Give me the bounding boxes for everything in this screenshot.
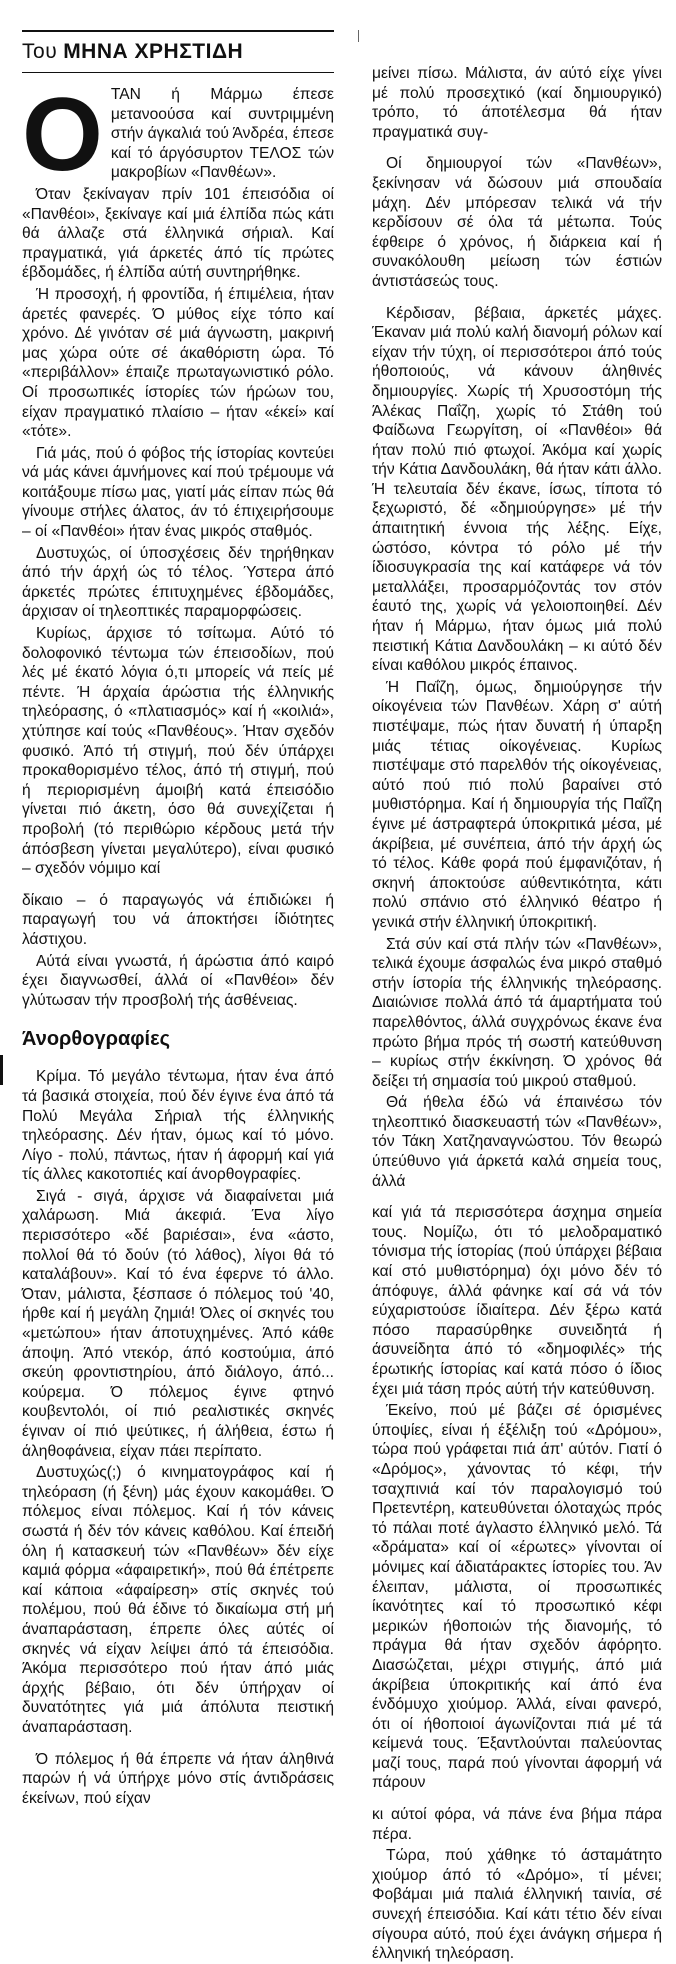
paragraph: Γιά μάς, πού ό φόβος τής ίστορίας κοντεύει νά μάς κάνει άμνήμονες καί πού τρέμουμε νά κοιτάξουμε πίσω μας, γιατί μάς είπαν πώς θά γίνουμε στήλες άλατος, άν τό έπιχειρήσουμε – οί «Πανθέοι» ήταν ένας μικρός σταθμός. [22, 444, 334, 541]
paragraph: Ή Παΐζη, όμως, δημιούργησε τήν οίκογένεια τών Πανθέων. Χάρη σ' αύτή πιστέψαμε, πώς ήταν δυνατή ή ύπαρξη μιάς τέτιας οίκογένειας. Κυρίως πιστέψαμε στό παρελθόν τής οίκογένειας, αύτό πού πιό πολύ βαραίνει στό μυθιστόρημα. Καί ή δημιουργία τής Παΐζη έγινε μέ άστραφτερά ύποκριτικά μέσα, μέ άκρίβεια, μέ συνέπεια, άπό τήν άρχή ώς τό τέλος. Κάθε φορά πού έμφανιζόταν, ή σκηνή άποκτούσε αύθεντικότητα, κάτι πολύ σπάνιο στό έλληνικό θέατρο ή γενικά στήν έλληνική ύποκριτική. [372, 678, 662, 931]
section-heading: Άνορθογραφίες [22, 1028, 170, 1051]
paragraph: Στά σύν καί στά πλήν τών «Πανθέων», τελικά έχουμε άσφαλώς ένα μικρό σταθμό στήν ίστορία τής έλληνικής τηλεόρασης. Διαιώνισε πολλά άπό τά άμαρτήματα τού παρελθόντος, άλλά συγχρόνως έκανε ένα πρώτο βήμα πρός τή σωστή κατεύθυνση – κυρίως στήν έκκίνηση. Ό χρόνος θά δείξει τή σημασία τού μικρού σταθμού. [372, 935, 662, 1090]
byline [22, 30, 334, 73]
column-break [372, 144, 662, 154]
paragraph: Τώρα, πού χάθηκε τό άσταμάτητο χιούμορ άπό τό «Δρόμο», τί μένει; Φοβάμαι μιά παλιά έλληνική ταινία, σέ συνεχή έπεισόδια. Καί κάτι τέτιο δέν είναι σίγουρα αύτό, πού έχει άνάγκη σήμερα ή έλληνική τηλεόραση. [372, 1847, 662, 1963]
byline-prefix: Του [22, 40, 58, 63]
paragraph: Αύτά είναι γνωστά, ή άρώστια άπό καιρό έχει διαγνωσθεί, άλλά οί «Πανθέοι» δέν γλύτωσαν τήν προσβολή τής άσθένειας. [22, 952, 334, 1009]
paragraph: Δυστυχώς(;) ό κινηματογράφος καί ή τηλεόραση (ή ξένη) μάς έχουν κακομάθει. Ό πόλεμος είναι πόλεμος. Καί ή τόν κάνεις σωστά ή δέν τόν κάνεις καθόλου. Καί έπειδή όλη ή κατασκευή τών «Πανθέων» δέν είχε καμιά φόρμα «άφαιρετική», πού θά έπέτρεπε καί κάποια «άφαίρεση» στίς σκηνές τού πολέμου, πού θά έδινε τό δικαίωμα στή μή άναπαράσταση, έπρεπε όλες αύτές οί σκηνές νά είχαν λείψει άπό τά έπεισόδια. Άκόμα περισσότερο πού ήταν άπό μιάς άρχής βέβαιο, ότι δέν ύπήρχαν οί δυνατότητες γιά μιά άπόλυτα πειστική άναπαράσταση. [22, 1464, 334, 1736]
paragraph: Ό πόλεμος ή θά έπρεπε νά ήταν άληθινά παρών ή νά ύπήρχε μόνο στίς άντιδράσεις έκείνων, πού είχαν [22, 1750, 334, 1807]
paragraph: κι αύτοί φόρα, νά πάνε ένα βήμα πάρα πέρα. [372, 1806, 662, 1843]
paragraph: Θά ήθελα έδώ νά έπαινέσω τόν τηλεοπτικό διασκευαστή τών «Πανθέων», τόν Τάκη Χατζηαναγνώστου. Τόν θεωρώ ύπεύθυνο γιά άρκετά καλά σημεία τους, άλλά [372, 1094, 662, 1190]
column-break [22, 1740, 334, 1750]
right-column [372, 64, 662, 1963]
paragraph: Δυστυχώς, οί ύποσχέσεις δέν τηρήθηκαν άπό τήν άρχή ώς τό τέλος. Ύστερα άπό άρκετές πρώτες έπιτυχημένες έβδομάδες, άρχισαν οί τηλεοπτικές παραμορφώσεις. [22, 544, 334, 621]
paragraph: Σιγά - σιγά, άρχισε νά διαφαίνεται μιά χαλάρωση. Μιά άκεφιά. Ένα λίγο περισσότερο «δέ βαριέσαι», ένα «άστο, πολλοί θά τό δούν (τό λάθος), λίγοι θά τό καταλάβουν». Καί τό ένα έφερνε τό άλλο. Όταν, μάλιστα, ξέσπασε ό πόλεμος τού '40, ήρθε καί ή μεγάλη ζημιά! Όλες οί σκηνές του «μετώπου» ήταν άποτυχημένες. Άπό κάθε άποψη. Άπό ντεκόρ, άπό κοστούμια, άπό σκεύη φροντιστηρίου, άπό διάλογο, άπό... κούρεμα. Ό πόλεμος έγινε φτηνό κουβεντολόι, οί πιό ρεαλιστικές σκηνές έγιναν οί πιό ψεύτικες, ή άλήθεια, έστω ή άληθοφάνεια, είχαν πάει περίπατο. [22, 1187, 334, 1460]
column-break [372, 1795, 662, 1805]
margin-mark [0, 1055, 3, 1085]
paragraph: Κέρδισαν, βέβαια, άρκετές μάχες. Έκαναν μιά πολύ καλή διανομή ρόλων καί είχαν τήν τύχη, οί περισσότεροι άπό τούς ήθοποιούς, νά κάνουν άληθινές δημιουργίες. Χωρίς τή Χρυσοστόμη τής Άλέκας Παΐζη, χωρίς τό Στάθη τού Φαίδωνα Γεωργίτση, οί «Πανθέοι» θά ήταν πολύ πιό φτωχοί. Άκόμα καί χωρίς τήν Κάτια Δανδουλάκη, θά ήταν κάτι άλλο. Ή τελευταία δέν έκανε, ίσως, τίποτα τό ξεχωριστό, δέ «δημιούργησε» μέ τήν άπαιτητική έννοια τής λέξης. Είχε, ώστόσο, κόντρα τό ρόλο μέ τήν ίδιοσυγκρασία της καί κατάφερε νά τόν μεταλλάξει, προσαρμόζοντάς τον στόν έαυτό της, χωρίς νά γελοιοποιηθεί. Δέν ήταν ή Μάρμω, ήταν όμως μιά πολύ πειστική Κάτια Δανδουλάκη – κι αύτό δέν είναι καθόλου μικρός έπαινος. [372, 304, 662, 675]
paragraph: Ή προσοχή, ή φροντίδα, ή έπιμέλεια, ήταν άρετές φανερές. Ό μύθος είχε τόπο καί χρόνο. Δέ γινόταν σέ μιά άγνωστη, μακρινή μας χώρα ούτε σέ άκαθόριστη ώρα. Τό «περιβάλλον» έπαιζε πρωταγωνιστικό ρόλο. Οί προσωπικές ίστορίες τών ήρώων του, είχαν πραγματικό πλαίσιο – ήταν «έκεί» καί «τότε». [22, 285, 334, 441]
lead-paragraph-wrap [22, 77, 334, 193]
paragraph: Κυρίως, άρχισε τό τσίτωμα. Αύτό τό δολοφονικό τέντωμα τών έπεισοδίων, πού λές μέ έκατό λόγια ό,τι μπορείς νά πείς μέ πέντε. Ή άρχαία άρώστια τής έλληνικής τηλεόρασης, ό «πλατιασμός» καί ή «κοιλιά», χτύπησε καί τούς «Πανθέους». Ήταν σχεδόν φυσικό. Άπό τή στιγμή, πού δέν ύπάρχει προκαθορισμένο τέλος, άπό τή στιγμή, πού ή περιορισμένη άμοιβή κατά έπεισόδιο γίνεται πιό άκετη, όσο θά συνεχίζεται ή προβολή (τό περιθώριο κέρδους μετά τήν άπόσβεση γίνεται μεγαλύτερο), είναι φυσικό – σχεδόν νόμιμο καί [22, 625, 334, 878]
column-rule [358, 30, 359, 42]
paragraph: δίκαιο – ό παραγωγός νά έπιδιώκει ή παραγωγή του νά άποκτήσει ίδιότητες λάστιχου. [22, 891, 334, 948]
drop-cap: Ο [22, 77, 103, 193]
paragraph: Κρίμα. Τό μεγάλο τέντωμα, ήταν ένα άπό τά βασικά στοιχεία, πού δέν έγινε ένα άπό τά Πολύ Μεγάλα Σήριαλ τής έλληνικής τηλεόρασης. Δέν ήταν, όμως καί τό μόνο. Λίγο - πολύ, πάντως, ήταν ή άφορμή καί γιά τίς άλλες κακοτοπιές καί άνορθογραφίες. [22, 1068, 334, 1184]
lead-paragraph: ΤΑΝ ή Μάρμω έπεσε μετανοούσα καί συντριμμένη στήν άγκαλιά τού Άνδρέα, έπεσε καί τό άργόσυρτον ΤΕΛΟΣ τών μακροβίων «Πανθέων». [110, 86, 334, 182]
paragraph: Όταν ξεκίναγαν πρίν 101 έπεισόδια οί «Πανθέοι», ξεκίναγε καί μιά έλπίδα πώς κάτι θά άλλαζε στά έλληνικά σήριαλ. Καί πραγματικά, γιά άρκετές άπό τίς πρώτες έβδομάδες, ή έλπίδα αύτή συντηρήθηκε. [22, 185, 334, 282]
column-break [22, 881, 334, 891]
paragraph: Οί δημιουργοί τών «Πανθέων», ξεκίνησαν νά δώσουν μιά σπουδαία μάχη. Δέν μπόρεσαν τελικά νά τήν κερδίσουν σέ όλα τά μέτωπα. Τούς έφθειρε ό χρόνος, ή διάρκεια καί ή συνακόλουθη μείωση τών έστιών άντιστάσεώς τους. [372, 155, 662, 290]
byline-author: ΜΗΝΑ ΧΡΗΣΤΙΔΗ [63, 40, 244, 63]
paragraph: καί γιά τά περισσότερα άσχημα σημεία τους. Νομίζω, ότι τό μελοδραματικό τόνισμα τής ίστορίας (πού ύπάρχει βέβαια καί στό μυθιστόρημα) όχι μόνο δέν τό άπόφυγε, άλλά φάνηκε καί σά νά τόν εύχαριστούσε ίδιαίτερα. Δέν ξέρω κατά πόσο παρασύρθηκε συνειδητά ή άσυνείδητα άπό τό «δημοφιλές» τής έρωτικής ίστορίας καί κατά πόσο ό ίδιος έχει μιά τάση πρός αύτή τήν κατεύθυνση. [372, 1204, 662, 1398]
left-column [22, 30, 334, 1910]
column-break [372, 294, 662, 304]
paragraph: Έκείνο, πού μέ βάζει σέ όρισμένες ύποψίες, είναι ή έξέλιξη τού «Δρόμου», τώρα πού γράφεται πιά άπ' αύτόν. Γιατί ό «Δρόμος», χάνοντας τό κέφι, τήν τσαχπινιά καί τόν παραλογισμό τού Πρετεντέρη, κατευθύνεται όλοταχώς πρός τό πάλαι ποτέ άγλαστο έλληνικό μελό. Τά «δράματα» καί οί «έρωτες» γίνονται οί μόνιμες καί άδιατάρακτες ίστορίες του. Άν έλειπαν, μάλιστα, οί προσωπικές ίκανότητες καί τό προσωπικό κέφι μερικών ήθοποιών τής διανομής, τό πράγμα θά ήταν σχεδόν άφόρητο. Διασώζεται, μέχρι στιγμής, άπό μιά άκρίβεια ύποκριτικής καί άπό ένα ένδόμυχο χιούμορ. Άλλά, είναι φανερό, ότι οί ήθοποιοί άγωνίζονται πιά μέ τά κείμενά τους. Έξαντλούνται παλεύοντας μαζί τους, παρά πού γίνονται άφορμή νά πάρουν [372, 1402, 662, 1792]
paragraph: μείνει πίσω. Μάλιστα, άν αύτό είχε γίνει μέ πολύ προσεχτικό (καί δημιουργικό) τρόπο, τό άποτέλεσμα θά ήταν πραγματικά συγ- [372, 65, 662, 141]
column-break [372, 1193, 662, 1203]
